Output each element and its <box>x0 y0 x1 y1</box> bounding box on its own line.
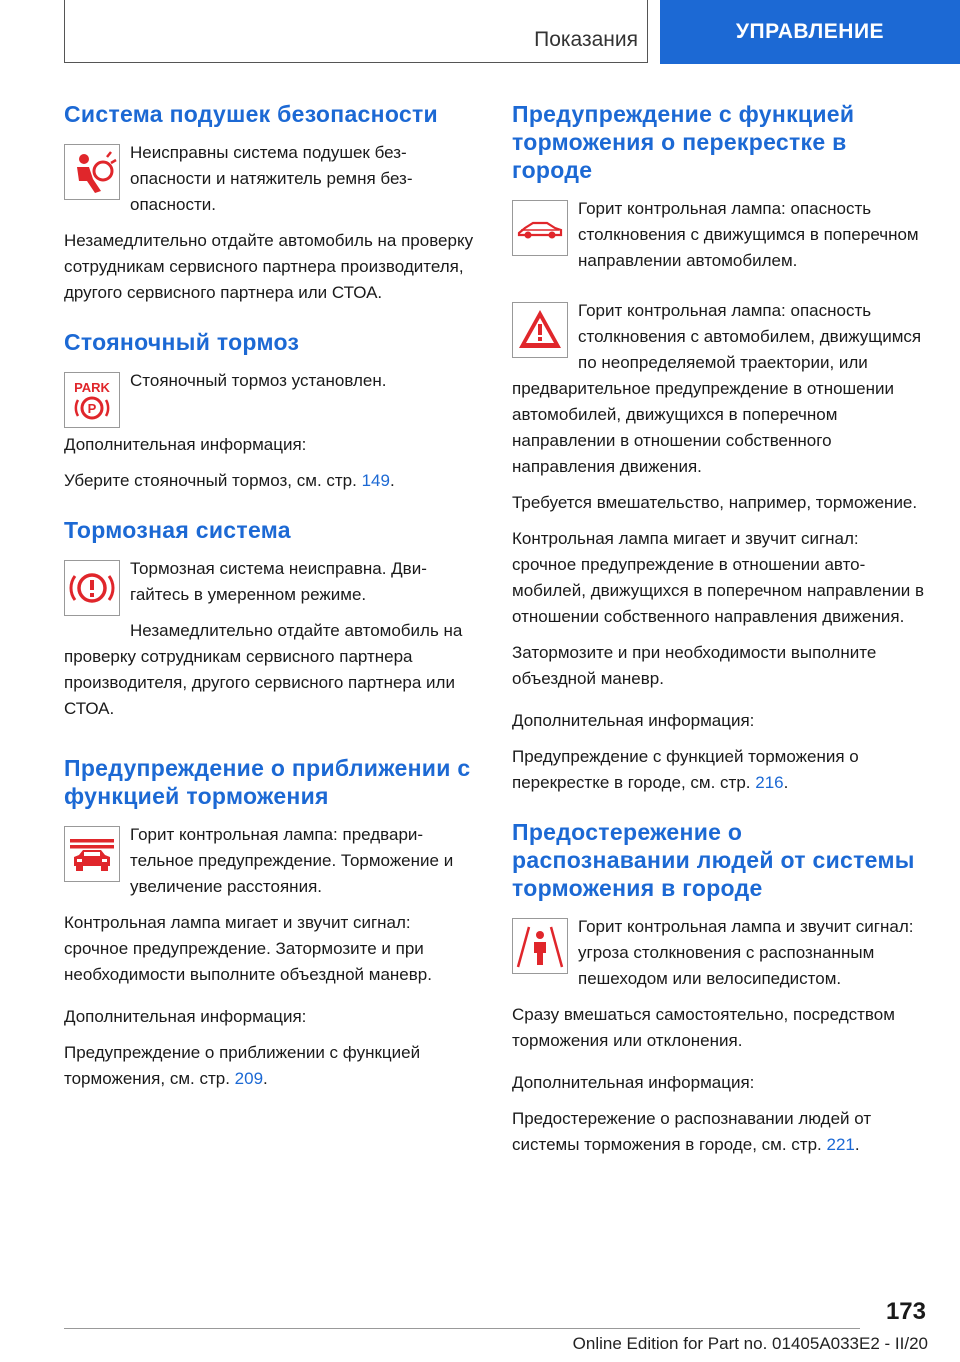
header-chapter-tab <box>660 0 960 64</box>
airbag-text: Незамедлительно отдайте автомобиль на проверку сотрудникам сервисного партнера производителя, другого сервисного партнера или СТОА. <box>64 231 474 302</box>
airbag-title: Система подушек безопасности <box>64 101 438 127</box>
crossing-ref-link[interactable]: 216 <box>755 773 784 792</box>
approach-ref-link[interactable]: 209 <box>234 1069 264 1088</box>
crossing-icon1-text: Горит контрольная лампа: опасность столкновения с движущимся в поперечном направлении автомобилем. <box>578 199 919 270</box>
crossing-text3: Затормозите и при необходимости выполните объездной маневр. <box>512 643 877 688</box>
crossing-title: Предупреждение с функцией торможения о перекрестке в городе <box>512 101 855 183</box>
crossing-text2: Контрольная лампа мигает и звучит сигнал: срочное предупреждение в отношении автомобилей, движущихся в поперечном направлении в отношении собственного направления движения. <box>512 529 925 626</box>
pedestrian-icon-text: Горит контрольная лампа и звучит сигнал: угроза столкновения с распознанным пешеходом или велосипедистом. <box>578 917 914 988</box>
pedestrian-icon <box>512 918 568 974</box>
approach-car-icon <box>64 826 120 882</box>
pedestrian-ref-link[interactable]: 221 <box>826 1135 855 1154</box>
left-column <box>64 100 478 1114</box>
crossing-icon2-text: Горит контрольная лампа: опасность столкновения с автомобилем, движущимся по неопределяемой траектории, или предварительное предупреждение в отношении автомобилей, движущихся в поперечном направлении в отношении собственного направления движения. <box>512 301 922 476</box>
pedestrian-ref-text: Предостережение о распознавании людей от системы торможения в городе, см. стр. <box>512 1109 872 1154</box>
section-crossing-warning <box>512 100 926 796</box>
header-chapter-label: УПРАВЛЕНИЕ <box>735 20 885 43</box>
crossing-car-icon <box>512 200 568 256</box>
airbag-warning-icon <box>64 144 120 200</box>
approach-info-label: Дополнительная информация: <box>64 1007 307 1026</box>
parking-title: Стояночный тормоз <box>64 329 300 355</box>
approach-ref: Предупреждение о приближении с функцией торможения, см. стр. 209. <box>64 1043 421 1088</box>
crossing-ref: Предупреждение с функцией торможения о перекрестке в городе, см. стр. 216. <box>512 747 859 792</box>
approach-ref-text: Предупреждение о приближении с функцией торможения, см. стр. <box>64 1043 421 1088</box>
right-column <box>512 100 926 1180</box>
airbag-icon-text: Неисправны система подушек безопасности и натяжитель ремня безопасности. <box>130 143 413 214</box>
crossing-text1: Требуется вмешательство, например, торможение. <box>512 493 918 512</box>
crossing-ref-text: Предупреждение с функцией торможения о перекрестке в городе, см. стр. <box>512 747 859 792</box>
park-brake-icon <box>64 372 120 428</box>
svg-text:P: P <box>87 401 97 416</box>
approach-title: Предупреждение о приближении с функцией торможения <box>64 755 471 809</box>
pedestrian-text: Сразу вмешаться самостоятельно, посредством торможения или отклонения. <box>512 1005 895 1050</box>
section-pedestrian-warning <box>512 818 926 1158</box>
brake-text: Незамедлительно отдайте автомобиль на проверку сотрудникам сервисного партнера производителя, другого сервисного партнера или СТОА. <box>64 621 463 718</box>
brake-icon-text: Тормозная система неисправна. Двигайтесь в умеренном режиме. <box>130 559 427 604</box>
header-section-title: Показания <box>534 28 638 51</box>
edition-text: Online Edition for Part no. 01405A033E2 - II/20 <box>572 1334 928 1353</box>
parking-icon-text: Стояночный тормоз установлен. <box>130 371 387 390</box>
approach-icon-text: Горит контрольная лампа: предварительное предупреждение. Торможение и увеличение расстояния. <box>130 825 454 896</box>
section-brake-system <box>64 516 478 732</box>
section-approach-warning <box>64 754 478 1092</box>
pedestrian-ref: Предостережение о распознавании людей от системы торможения в городе, см. стр. 221. <box>512 1109 872 1154</box>
parking-ref: Уберите стояночный тормоз, см. стр. 149. <box>64 471 395 490</box>
pedestrian-info-label: Дополнительная информация: <box>512 1073 755 1092</box>
approach-text: Контрольная лампа мигает и звучит сигнал: срочное предупреждение. Затормозите и при необходимости выполните объездной маневр. <box>64 913 432 984</box>
crossing-info-label: Дополнительная информация: <box>512 711 755 730</box>
footer-divider <box>64 1328 860 1329</box>
brake-title: Тормозная система <box>64 517 291 543</box>
section-parking-brake <box>64 328 478 494</box>
parking-info-label: Дополнительная информация: <box>64 435 307 454</box>
pedestrian-title: Предостережение о распознавании людей от системы торможения в городе <box>512 819 915 901</box>
parking-ref-link[interactable]: 149 <box>361 471 390 490</box>
brake-warning-icon <box>64 560 120 616</box>
page-number: 173 <box>885 1298 926 1325</box>
section-airbag <box>64 100 478 306</box>
crossing-triangle-icon <box>512 302 568 358</box>
parking-ref-text: Уберите стояночный тормоз, см. стр. <box>64 471 357 490</box>
park-icon-label: PARK <box>74 380 110 395</box>
